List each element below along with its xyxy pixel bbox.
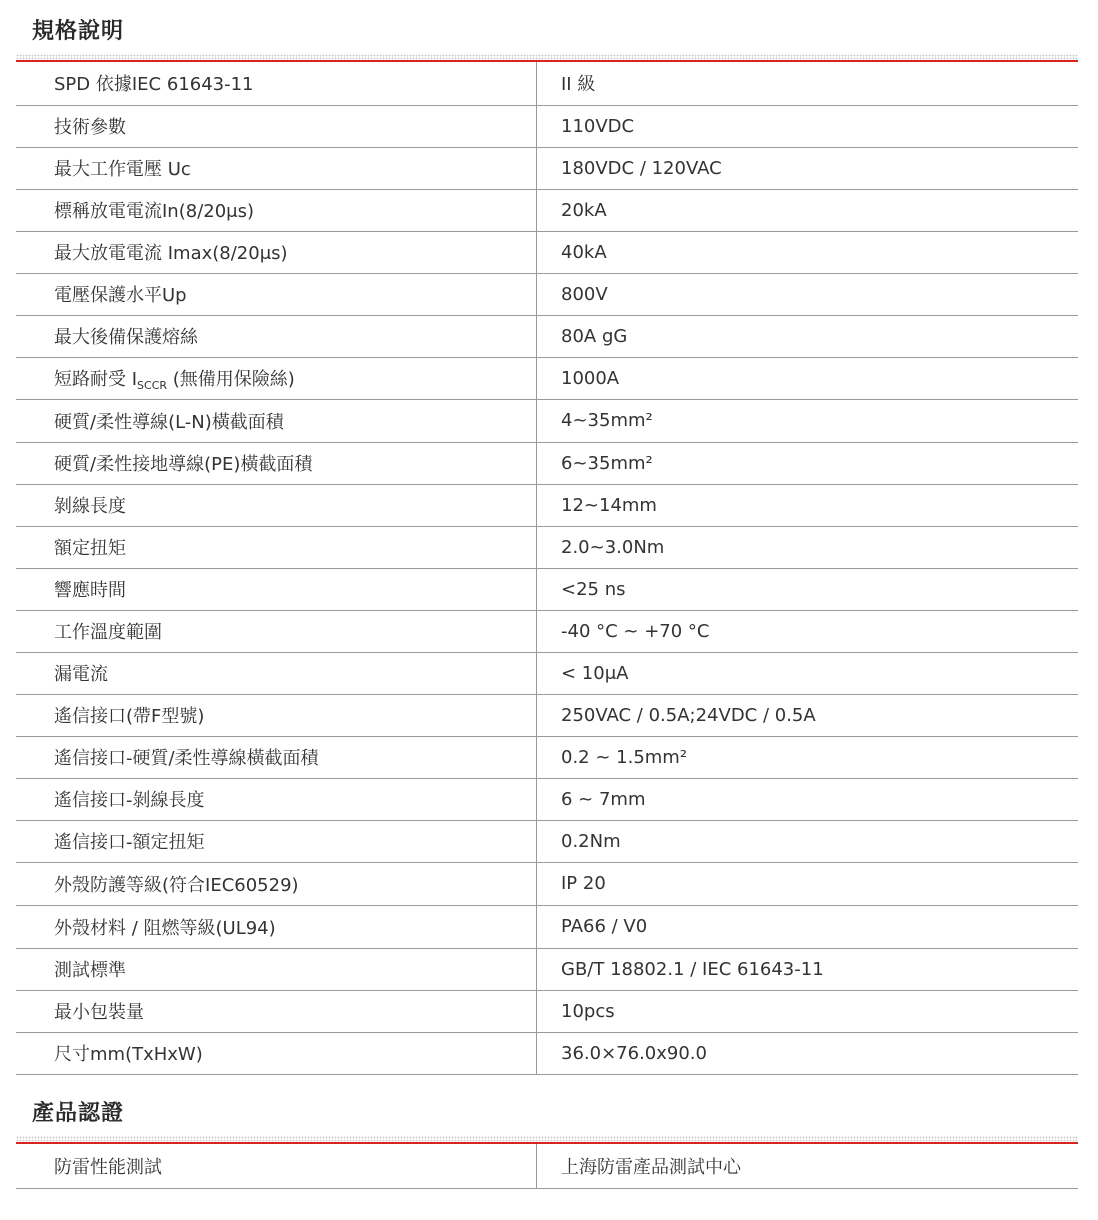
table-row [16, 990, 1078, 1032]
table-row [16, 1144, 1078, 1188]
spec-label: 最大放電電流 Imax(8/20μs) [16, 231, 537, 273]
spec-label: 最大工作電壓 Uc [16, 147, 537, 189]
spec-value: 6 ~ 7mm [537, 778, 1079, 820]
table-row [16, 484, 1078, 526]
spec-label: 防雷性能測試 [16, 1144, 537, 1188]
spec-label [16, 357, 537, 399]
spec-label: 技術參數 [16, 105, 537, 147]
cert-section [16, 1096, 1078, 1189]
spec-value: GB/T 18802.1 / IEC 61643-11 [537, 948, 1079, 990]
spec-label: 尺寸mm(TxHxW) [16, 1032, 537, 1074]
spec-value: 40kA [537, 231, 1079, 273]
table-row [16, 568, 1078, 610]
table-row [16, 231, 1078, 273]
spec-section [16, 14, 1078, 1075]
spec-label-prefix: 短路耐受 I [54, 368, 138, 390]
spec-label: 測試標準 [16, 948, 537, 990]
spec-label: 外殼材料 / 阻燃等級(UL94) [16, 905, 537, 948]
spec-value: IP 20 [537, 862, 1079, 905]
spec-value: 2.0~3.0Nm [537, 526, 1079, 568]
spec-label: 遙信接口(帶F型號) [16, 694, 537, 736]
table-row [16, 357, 1078, 399]
table-row [16, 399, 1078, 442]
table-row [16, 147, 1078, 189]
spec-section-title: 規格說明 [32, 19, 125, 44]
table-row [16, 652, 1078, 694]
spec-value: PA66 / V0 [537, 905, 1079, 948]
spec-value: 上海防雷產品測試中心 [537, 1144, 1079, 1188]
spec-value: 20kA [537, 189, 1079, 231]
table-row [16, 1032, 1078, 1074]
spec-value: 0.2Nm [537, 820, 1079, 862]
spec-label: 標稱放電電流In(8/20μs) [16, 189, 537, 231]
spec-value: 36.0×76.0x90.0 [537, 1032, 1079, 1074]
cert-section-title: 產品認證 [32, 1101, 125, 1126]
spec-label: 遙信接口-額定扭矩 [16, 820, 537, 862]
spec-label: 剝線長度 [16, 484, 537, 526]
spec-value: 4~35mm² [537, 399, 1079, 442]
table-row [16, 442, 1078, 484]
table-row [16, 905, 1078, 948]
spec-value: <25 ns [537, 568, 1079, 610]
spec-label: 硬質/柔性導線(L-N)橫截面積 [16, 399, 537, 442]
table-row [16, 778, 1078, 820]
spec-label: 工作溫度範圍 [16, 610, 537, 652]
spec-label: 響應時間 [16, 568, 537, 610]
table-row [16, 610, 1078, 652]
spec-label: 電壓保護水平Up [16, 273, 537, 315]
spec-value: -40 °C ~ +70 °C [537, 610, 1079, 652]
spec-label: 遙信接口-剝線長度 [16, 778, 537, 820]
spec-value: 10pcs [537, 990, 1079, 1032]
cert-table [16, 1144, 1078, 1189]
spec-label: 額定扭矩 [16, 526, 537, 568]
spec-value: 110VDC [537, 105, 1079, 147]
table-row [16, 948, 1078, 990]
spec-label-subscript: SCCR [137, 378, 168, 392]
spec-value: 6~35mm² [537, 442, 1079, 484]
spec-label: 硬質/柔性接地導線(PE)橫截面積 [16, 442, 537, 484]
table-row [16, 105, 1078, 147]
spec-label: 遙信接口-硬質/柔性導線橫截面積 [16, 736, 537, 778]
spec-label: 最大後備保護熔絲 [16, 315, 537, 357]
spec-value: 0.2 ~ 1.5mm² [537, 736, 1079, 778]
table-row [16, 736, 1078, 778]
spec-label: 漏電流 [16, 652, 537, 694]
spec-value: II 級 [537, 62, 1079, 105]
spec-label: 外殼防護等級(符合IEC60529) [16, 862, 537, 905]
spec-value: 250VAC / 0.5A;24VDC / 0.5A [537, 694, 1079, 736]
spec-value: 12~14mm [537, 484, 1079, 526]
spec-label: 最小包裝量 [16, 990, 537, 1032]
table-row [16, 694, 1078, 736]
spec-label-suffix: (無備用保險絲) [167, 368, 295, 390]
spec-value: < 10μA [537, 652, 1079, 694]
table-row [16, 62, 1078, 105]
spec-value: 800V [537, 273, 1079, 315]
spec-label: SPD 依據IEC 61643-11 [16, 62, 537, 105]
spec-value: 1000A [537, 357, 1079, 399]
table-row [16, 189, 1078, 231]
spec-value: 180VDC / 120VAC [537, 147, 1079, 189]
spec-table [16, 62, 1078, 1075]
table-row [16, 862, 1078, 905]
table-row [16, 820, 1078, 862]
table-row [16, 526, 1078, 568]
spec-value: 80A gG [537, 315, 1079, 357]
table-row [16, 273, 1078, 315]
table-row [16, 315, 1078, 357]
